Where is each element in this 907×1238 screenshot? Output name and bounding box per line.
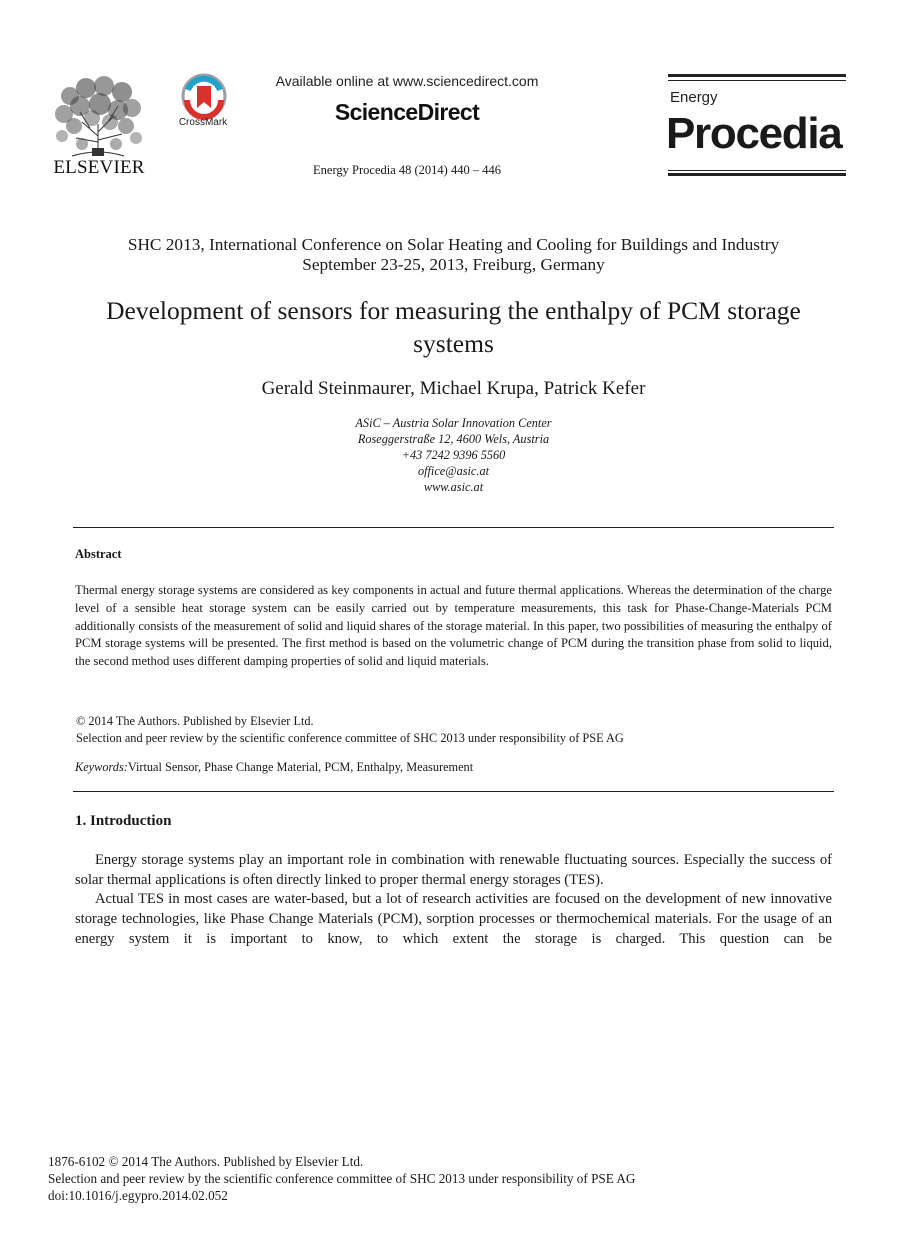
conference-dates: September 23-25, 2013, Freiburg, Germany xyxy=(302,255,605,274)
affiliation-org: ASiC – Austria Solar Innovation Center xyxy=(355,416,552,430)
copyright-notice: © 2014 The Authors. Published by Elsevier Ltd. xyxy=(76,714,314,728)
conference-name: SHC 2013, International Conference on Solar Heating and Cooling for Buildings and Industry xyxy=(127,235,780,254)
footer-peer-review: Selection and peer review by the scientific conference committee of SHC 2013 under responsibility of PSE AG xyxy=(48,1171,636,1186)
abstract-top-divider xyxy=(73,527,834,528)
footer-doi[interactable]: doi:10.1016/j.egypro.2014.02.052 xyxy=(48,1188,228,1203)
affiliation-email[interactable]: office@asic.at xyxy=(417,464,490,478)
logo-top-rule xyxy=(668,74,846,77)
conference-info xyxy=(40,235,867,275)
copyright-block xyxy=(76,713,624,747)
journal-reference: Energy Procedia 48 (2014) 440 – 446 xyxy=(313,163,501,177)
keywords-label: Keywords: xyxy=(75,760,128,774)
affiliation-website[interactable]: www.asic.at xyxy=(423,480,484,494)
affiliation-phone: +43 7242 9396 5560 xyxy=(401,448,506,462)
journal-logo-procedia: Procedia xyxy=(666,109,842,158)
page-footer xyxy=(48,1153,635,1204)
abstract-bottom-divider xyxy=(73,791,834,792)
logo-bottom-rule-thin xyxy=(668,170,846,171)
affiliation-block xyxy=(200,415,707,495)
elsevier-wordmark: ELSEVIER xyxy=(53,157,145,178)
abstract-body: Thermal energy storage systems are considered as key components in actual and future thermal applications. Whereas the determination of the charge level of a sensible heat storage system can be easily carried out by temperature measurements, this task for Phase-Change-Materials PCM additionally consists of the measurement of solid and liquid shares of the storage material. In this paper, two possibilities of measuring the enthalpy of PCM storage systems will be presented. The first method is based on the volumetric change of PCM during the transition phase from solid to liquid, the second method uses different damping properties of solid and liquid materials. xyxy=(75,583,832,669)
available-online-text: Available online at www.sciencedirect.com xyxy=(275,73,539,89)
author-list: Gerald Steinmaurer, Michael Krupa, Patrick Kefer xyxy=(261,378,646,399)
footer-copyright: 1876-6102 © 2014 The Authors. Published by Elsevier Ltd. xyxy=(48,1154,364,1169)
affiliation-address: Roseggerstraße 12, 4600 Wels, Austria xyxy=(357,432,550,446)
keywords-list: Virtual Sensor, Phase Change Material, PCM, Enthalpy, Measurement xyxy=(127,760,474,774)
article-title: Development of sensors for measuring the enthalpy of PCM storage systems xyxy=(106,296,801,358)
paragraph: Actual TES in most cases are water-based, but a lot of research activities are focused on the development of new innovative storage technologies, like Phase Change Materials (PCM), sorption processes or thermochemical materials. For the usage of an energy system it is important to know, to which extent the storage is charged. This question can be xyxy=(75,891,832,947)
introduction-body xyxy=(75,851,832,950)
journal-logo-energy: Energy xyxy=(670,89,718,106)
logo-top-rule-thin xyxy=(668,80,846,81)
paragraph: Energy storage systems play an important role in combination with renewable fluctuating sources. Especially the success of solar thermal applications is often directly linked to proper thermal energy storages (TES). xyxy=(75,852,832,888)
peer-review-notice: Selection and peer review by the scientific conference committee of SHC 2013 under responsibility of PSE AG xyxy=(76,731,624,745)
sciencedirect-logo[interactable]: ScienceDirect xyxy=(334,99,480,125)
section-heading-introduction: 1. Introduction xyxy=(75,813,172,829)
abstract-heading: Abstract xyxy=(75,547,122,561)
logo-bottom-rule xyxy=(668,173,846,176)
crossmark-label: CrossMark xyxy=(178,117,228,128)
keywords-line xyxy=(75,760,473,775)
